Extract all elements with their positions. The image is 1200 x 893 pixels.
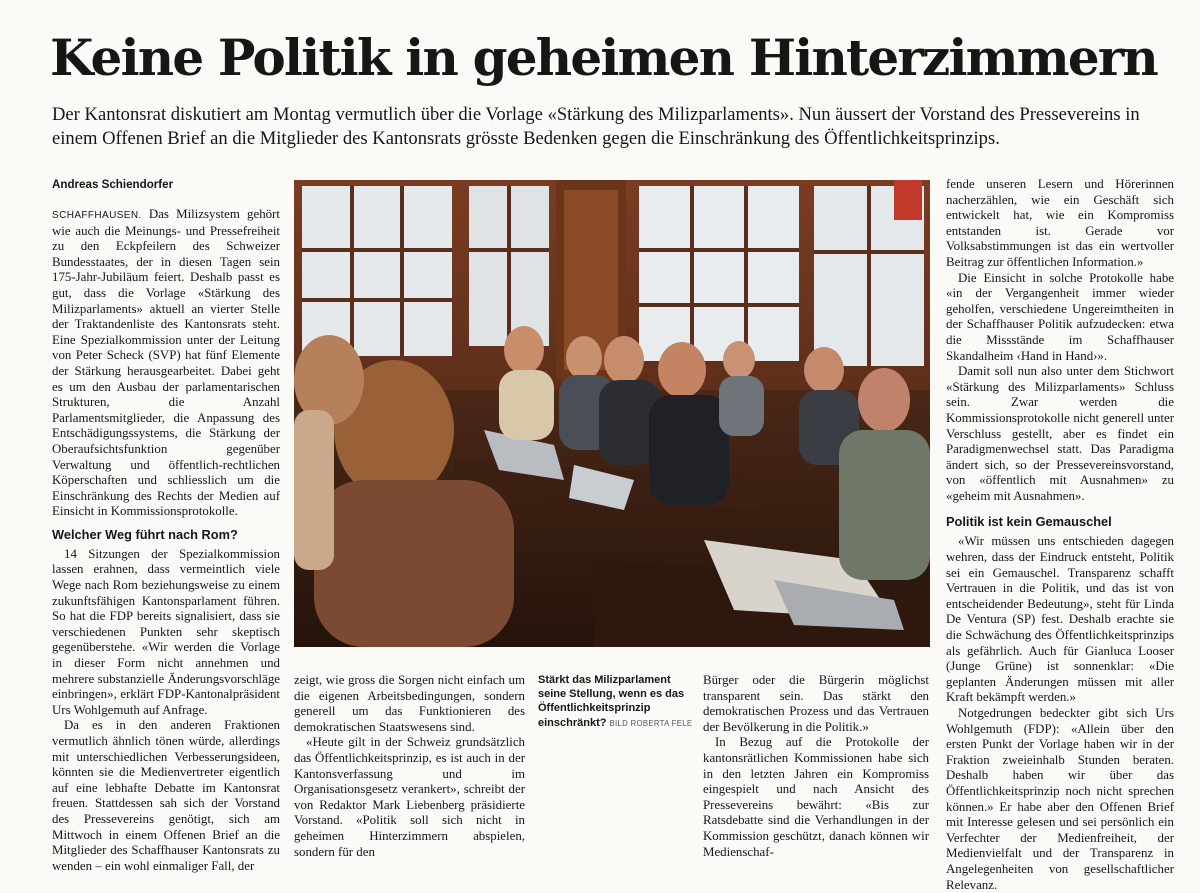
article-paragraph: Damit soll nun also unter dem Stichwort «Stärkung des Milizparlaments» Schluss sein. Zwar werden die Kommissionsprotokolle nicht generell unter Verschluss gestellt, aber es findet ein Paradigmenwechsel statt. Das Paradigma ändert sich, so der Pressevereinsvorstand, von «öffentlich mit Ausnahmen» zu «geheim mit Ausnahmen». xyxy=(946,364,1174,503)
photo-illustration xyxy=(294,180,930,647)
paragraph-text: Das Milizsystem gehört wie auch die Meinungs- und Pressefreiheit zu den Eckpfeilern des Schweizer Bundesstaates, der in diesen Tagen sein 175-Jahr-Jubiläum feiert. Deshalb passt es gut, dass die Vorlage «Stärkung des Milizparlaments» aktuell an vierter Stelle der Traktandenliste des Kantonsrats steht. Eine Spezialkommission unter der Leitung von Peter Scheck (SVP) hat fünf Elemente der Stärkung herausgearbeitet. Dabei geht es um den Ausbau der parlamentarischen Strukturen, die Anzahl Parlamentsmitglieder, die Anpassung des Entschädigungssystems, die Stärkung der Oberaufsichtsfunktion gegenüber Verwaltung und öffentlich-rechtlichen Köperschaften und schliesslich um die Einschränkung des Rechts der Medien auf Einsicht in Kommissionsprotokolle. xyxy=(52,207,280,519)
article-paragraph: zeigt, wie gross die Sorgen nicht einfach um die eigenen Arbeitsbedingungen, sondern generell um das Funktionieren des demokratischen Staatswesens sind. xyxy=(294,673,525,734)
article-column-4 xyxy=(946,177,1174,892)
article-column-1 xyxy=(52,207,280,873)
subheading-gemauschel: Politik ist kein Gemauschel xyxy=(946,514,1112,530)
article-column-2 xyxy=(294,673,525,859)
article-paragraph: Bürger oder die Bürgerin möglichst transparent sein. Das stärkt den demokratischen Prozess und das Vertrauen der Bevölkerung in die Politik.» xyxy=(703,673,929,734)
council-session-photo xyxy=(294,180,930,647)
article-paragraph: Die Einsicht in solche Protokolle habe «in der Vergangenheit immer wieder geholfen, verschiedene Ungereimtheiten in der Schaffhauser Politik aufzudecken: etwa die Missstände im Schaffhauser Skandalheim ‹Hand in Hand›». xyxy=(946,270,1174,363)
article-paragraph: «Wir müssen uns entschieden dagegen wehren, dass der Eindruck entsteht, Politik sei ein Gemauschel. Transparenz schafft Vertrauen in die Politik, und das ist von entscheidender Bedeutung», steht für Linda De Ventura (SP) fest. Deshalb erachte sie die Schwächung des Öffentlichkeitsprinzips als gefährlich. Auch für Gianluca Looser (Junge Grüne) ist sonnenklar: «Die geplanten Änderungen müssen mit aller Kraft bekämpft werden.» xyxy=(946,534,1174,705)
article-paragraph: In Bezug auf die Protokolle der kantonsrätlichen Kommissionen habe sich in den letzten Jahren ein Kompromiss eingespielt und nach Ansicht des Pressevereins bewährt: «Bis zur Ratsdebatte sind die Verhandlungen in der Kommission geschützt, danach können wir Medienschaf- xyxy=(703,735,929,859)
article-paragraph: «Heute gilt in der Schweiz grundsätzlich das Öffentlichkeitsprinzip, es ist auch in der Kantonsverfassung und im Organisationsgesetz verankert», schreibt der von Redaktor Mark Liebenberg präsidierte Vorstand. «Politik soll sich nicht in geheimen Hinterzimmern abspielen, sondern für den xyxy=(294,735,525,859)
headline: Keine Politik in geheimen Hinterzimmern xyxy=(50,28,1157,87)
article-paragraph: 14 Sitzungen der Spezialkommission lassen erahnen, dass vermeintlich viele Wege nach Rom beziehungsweise zu einem zukunftsfähigen Kantonsparlament führen. So hat die FDP bereits signalisiert, dass sie verschiedenen Punkten sehr skeptisch gegenüberstehe. «Wir werden die Vorlage in dieser Form nicht annehmen und mehrere substanzielle Änderungsvorschläge einbringen», erklärt FDP-Kantonalpräsident Urs Wohlgemuth auf Anfrage. xyxy=(52,546,280,717)
caption-text: Stärkt das Milizparlament seine Stellung, wenn es das Öffentlichkeitsprinzip einschränkt? xyxy=(538,674,685,729)
photo-credit: BILD ROBERTA FELE xyxy=(609,718,693,728)
dateline: SCHAFFHAUSEN. xyxy=(52,210,142,221)
photo-caption xyxy=(538,673,693,731)
window xyxy=(302,186,452,356)
article-paragraph: fende unseren Lesern und Hörerinnen nacherzählen, wie ein Geschäft sich entwickelt hat, wie ein Kompromiss entstanden ist. Gerade vor Volksabstimmungen ist das ein wertvoller Beitrag zur öffentlichen Information.» xyxy=(946,177,1174,269)
article-paragraph: Da es in den anderen Fraktionen vermutlich ähnlich tönen würde, allerdings mit unterschiedlichen Verbesserungsideen, könnten sie die Medienvertreter eigentlich auf eine lebhafte Debatte im Kantonsrat freuen. Stattdessen sah sich der Vorstand des Pressevereins genötigt, sich am Mittwoch in einem Offenen Brief an die Mitglieder des Schaffhauser Kantonsrats zu wenden – ein wohl einmaliger Fall, der xyxy=(52,718,280,873)
window xyxy=(639,186,799,361)
lead-paragraph: Der Kantonsrat diskutiert am Montag vermutlich über die Vorlage «Stärkung des Milizparlaments». Nun äussert der Vorstand des Pressevereins in einem Offenen Brief an die Mitglieder des Kantonsrats grösste Bedenken gegen die Einschränkung des Öffentlichkeitsprinzips. xyxy=(52,104,1140,149)
article-column-3 xyxy=(703,673,929,859)
subheading-rom: Welcher Weg führt nach Rom? xyxy=(52,526,238,542)
article-paragraph: Notgedrungen bedeckter gibt sich Urs Wohlgemuth (FDP): «Allein über den ersten Punkt der Vorlage haben wir in der Fraktion zweieinhalb Stunden beraten. Deshalb haben wir über das Öffentlichkeitsprinzip noch nicht sprechen können.» Er habe aber den Offenen Brief mit Interesse gelesen und sei persönlich ein Verfechter der Medienfreiheit, der Medienvielfalt und der Transparenz in Angelegenheiten von gesellschaftlicher Relevanz. xyxy=(946,706,1174,892)
article-paragraph xyxy=(52,207,280,520)
author-byline: Andreas Schiendorfer xyxy=(52,178,174,191)
